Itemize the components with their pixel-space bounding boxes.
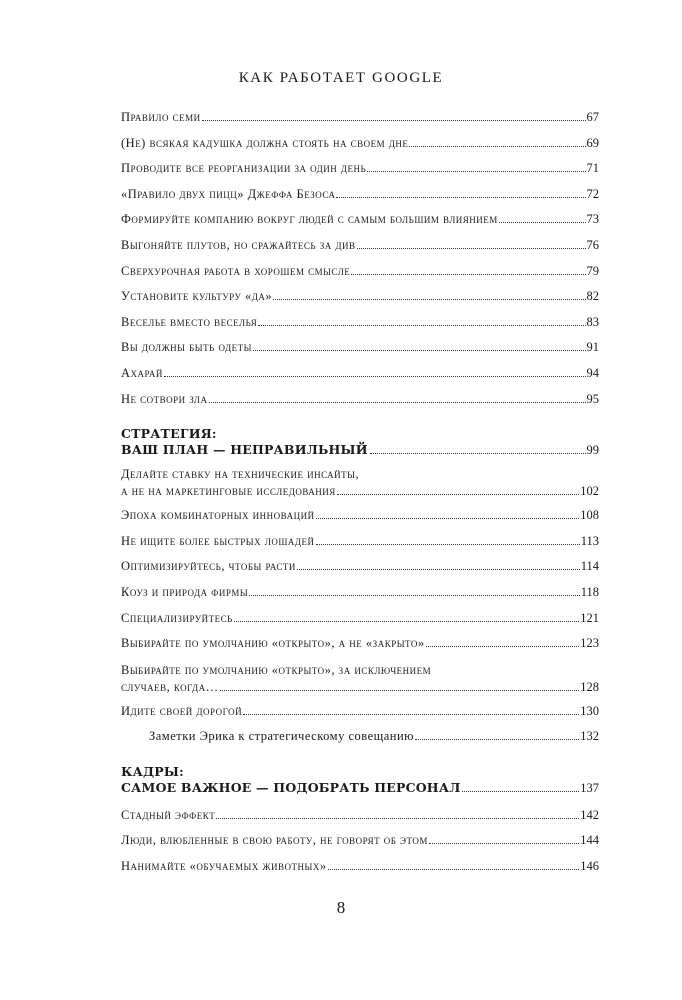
toc-entry-page: 142 — [580, 807, 599, 822]
leader-dots — [415, 739, 579, 740]
toc-entry — [121, 508, 599, 534]
leader-dots — [209, 402, 586, 403]
toc-entry-page: 128 — [580, 679, 599, 694]
toc-entry-title: Люди, влюбленные в свою работу, не говорят об этом — [121, 833, 428, 848]
toc-entry — [121, 264, 599, 290]
toc-entry-page: 108 — [580, 508, 599, 523]
toc-section-people — [121, 764, 599, 804]
toc-entry — [121, 833, 599, 859]
toc-entry-title-line2: а не на маркетинговые исследования — [121, 484, 336, 499]
toc-entry-page: 114 — [580, 559, 599, 574]
leader-dots — [316, 518, 580, 519]
leader-dots — [273, 299, 585, 300]
toc-entry-title: Выбирайте по умолчанию «открыто», а не «закрыто» — [121, 636, 425, 651]
toc-entry-title: Проводите все реорганизации за один день — [121, 161, 367, 176]
toc-entry-title: Нанимайте «обучаемых животных» — [121, 859, 327, 874]
section-page: 137 — [580, 780, 599, 795]
toc-entry-title-line2: случаев, когда… — [121, 679, 219, 694]
leader-dots — [164, 376, 586, 377]
leader-dots — [370, 453, 586, 454]
toc-entry-page: 102 — [580, 484, 599, 499]
leader-dots — [297, 569, 580, 570]
toc-entry — [121, 534, 599, 560]
toc-entry-title: Коуз и природа фирмы — [121, 584, 249, 599]
toc-entry-title: Эпоха комбинаторных инноваций — [121, 508, 315, 523]
leader-dots — [499, 222, 586, 223]
toc-entry-title-line1: Делайте ставку на технические инсайты, — [121, 467, 360, 482]
toc-section-strategy — [121, 426, 599, 466]
toc-entry — [121, 704, 599, 730]
toc-entry-page: 144 — [580, 833, 599, 848]
toc-entry-title: Формируйте компанию вокруг людей с самым большим влиянием — [121, 212, 498, 227]
leader-dots — [462, 791, 579, 792]
toc-entry-multiline — [121, 662, 599, 704]
toc-entry — [121, 187, 599, 213]
toc-entry-title: Не ищите более быстрых лошадей — [121, 533, 315, 548]
toc-entry — [121, 161, 599, 187]
section-heading-line1: СТРАТЕГИЯ: — [121, 426, 217, 442]
leader-dots — [409, 146, 585, 147]
toc-entry-page: 73 — [586, 212, 599, 227]
toc-entry — [121, 212, 599, 238]
toc-entry-page: 113 — [580, 533, 599, 548]
toc-entry-title: Специализируйтесь — [121, 610, 233, 625]
toc-entry-page: 94 — [586, 365, 599, 380]
leader-dots — [336, 197, 585, 198]
toc-entry-page: 72 — [586, 186, 599, 201]
toc-entry-page: 132 — [580, 729, 599, 744]
toc-entry-page: 121 — [580, 610, 599, 625]
toc-entry-page: 79 — [586, 263, 599, 278]
toc-entry-page: 130 — [580, 703, 599, 718]
leader-dots — [429, 843, 579, 844]
toc-entry — [121, 585, 599, 611]
toc-entry-title: Выгоняйте плутов, но сражайтесь за див — [121, 237, 356, 252]
leader-dots — [202, 120, 586, 121]
toc-entry-title: Сверхурочная работа в хорошем смысле — [121, 263, 351, 278]
toc-entry-title: Не сотвори зла — [121, 391, 208, 406]
toc-entry — [121, 636, 599, 662]
toc-entry-title: Ахарай — [121, 365, 163, 380]
toc-entry-title: Вы должны быть одеты — [121, 340, 252, 355]
running-head: КАК РАБОТАЕТ GOOGLE — [238, 70, 444, 86]
toc-entry — [121, 136, 599, 162]
toc-entry-title: Оптимизируйтесь, чтобы расти — [121, 559, 296, 574]
section-heading-line2: ВАШ ПЛАН — НЕПРАВИЛЬНЫЙ — [121, 442, 368, 458]
toc-entry — [121, 559, 599, 585]
leader-dots — [243, 714, 579, 715]
toc-entry — [121, 340, 599, 366]
toc-entry-title: Идите своей дорогой — [121, 703, 243, 718]
toc-entry-page: 146 — [580, 859, 599, 874]
toc-entry-title: Установите культуру «да» — [121, 289, 273, 304]
leader-dots — [253, 350, 586, 351]
leader-dots — [216, 818, 579, 819]
toc-entry-title: Стадный эффект — [121, 807, 216, 822]
toc-entry-multiline — [121, 466, 599, 508]
toc-entry — [121, 392, 599, 418]
toc-entry-title: «Правило двух пицц» Джеффа Безоса — [121, 186, 336, 201]
toc-entry-page: 91 — [586, 340, 599, 355]
toc-subentry — [121, 729, 599, 755]
leader-dots — [220, 690, 580, 691]
leader-dots — [234, 621, 579, 622]
section-heading-line1: КАДРЫ: — [121, 763, 184, 779]
toc-entry — [121, 808, 599, 834]
toc-entry-page: 82 — [586, 289, 599, 304]
section-heading-line2: САМОЕ ВАЖНОЕ — ПОДОБРАТЬ ПЕРСОНАЛ — [121, 779, 461, 795]
toc-entry-page: 95 — [586, 391, 599, 406]
toc-entry-page: 118 — [580, 584, 599, 599]
toc-entry — [121, 110, 599, 136]
toc-entry-page: 67 — [586, 110, 599, 124]
toc-entry-page: 83 — [586, 314, 599, 329]
table-of-contents — [121, 110, 599, 885]
toc-entry-page: 69 — [586, 135, 599, 150]
toc-entry — [121, 366, 599, 392]
toc-entry-page: 123 — [580, 636, 599, 651]
toc-entry-title: Правило семи — [121, 110, 201, 124]
leader-dots — [249, 595, 579, 596]
leader-dots — [258, 325, 585, 326]
toc-entry — [121, 289, 599, 315]
leader-dots — [316, 544, 580, 545]
toc-entry-title: Заметки Эрика к стратегическому совещанию — [149, 729, 415, 744]
toc-entry — [121, 859, 599, 885]
leader-dots — [367, 171, 585, 172]
leader-dots — [337, 494, 579, 495]
leader-dots — [328, 869, 580, 870]
toc-entry — [121, 315, 599, 341]
toc-entry — [121, 611, 599, 637]
page-number: 8 — [336, 898, 346, 917]
toc-entry — [121, 238, 599, 264]
leader-dots — [351, 274, 585, 275]
leader-dots — [426, 646, 580, 647]
section-page: 99 — [586, 443, 599, 458]
toc-entry-title: (Не) всякая кадушка должна стоять на своем дне — [121, 135, 409, 150]
toc-entry-title-line1: Выбирайте по умолчанию «открыто», за исключением — [121, 662, 432, 677]
toc-entry-page: 76 — [586, 237, 599, 252]
leader-dots — [357, 248, 586, 249]
toc-entry-page: 71 — [586, 161, 599, 176]
toc-entry-title: Веселье вместо веселья — [121, 314, 258, 329]
